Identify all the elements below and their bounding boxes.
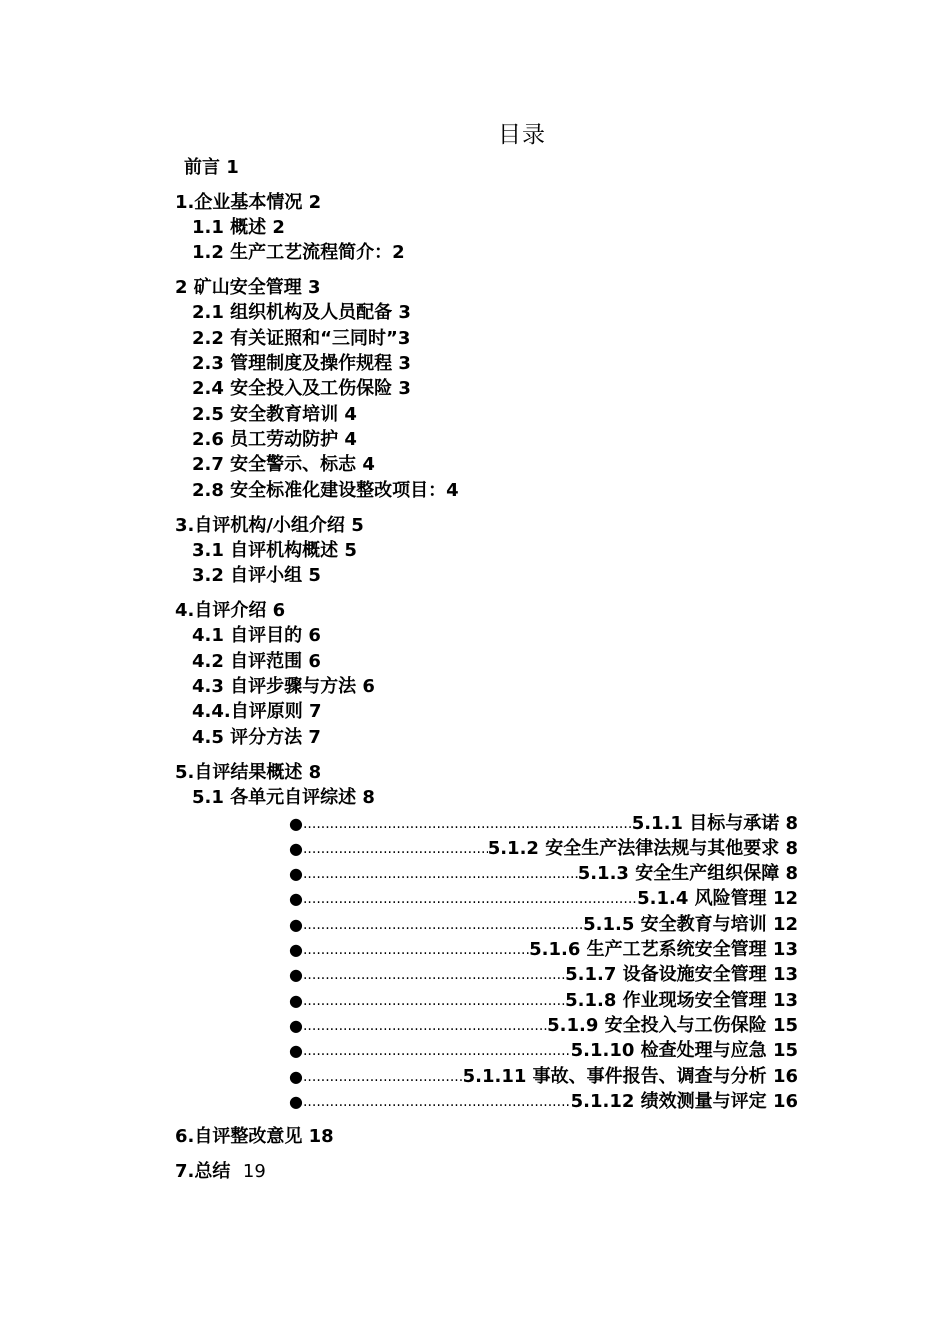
dot-leader <box>303 1066 463 1088</box>
dot-leader <box>303 813 632 835</box>
bullet-icon: ● <box>289 839 303 858</box>
subentry-label: 5.1.3 安全生产组织保障 8 <box>577 863 798 884</box>
dot-leader <box>303 1091 571 1113</box>
subentry-label: 5.1.9 安全投入与工伤保险 15 <box>547 1015 798 1036</box>
toc-entry-2-8[interactable]: 2.8 安全标准化建设整改项目：4 <box>192 480 459 501</box>
dot-leader <box>303 1015 547 1037</box>
toc-entry-1-1[interactable]: 1.1 概述 2 <box>192 217 285 238</box>
dot-leader <box>303 939 529 961</box>
subentry-label: 5.1.6 生产工艺系统安全管理 13 <box>529 939 798 960</box>
toc-entry-1-2[interactable]: 1.2 生产工艺流程简介：2 <box>192 242 405 263</box>
toc-entry-7-page: 19 <box>242 1161 266 1182</box>
toc-subentry-5-1-9[interactable] <box>289 1015 798 1037</box>
bullet-icon: ● <box>289 1092 303 1111</box>
toc-entry-4-5[interactable]: 4.5 评分方法 7 <box>192 727 321 748</box>
subentry-label: 5.1.12 绩效测量与评定 16 <box>570 1091 798 1112</box>
toc-title: 目录 <box>498 122 546 148</box>
bullet-icon: ● <box>289 965 303 984</box>
toc-entry-3-2[interactable]: 3.2 自评小组 5 <box>192 565 321 586</box>
toc-entry-3-1[interactable]: 3.1 自评机构概述 5 <box>192 540 357 561</box>
toc-entry-4-2[interactable]: 4.2 自评范围 6 <box>192 651 321 672</box>
toc-entry-4-3[interactable]: 4.3 自评步骤与方法 6 <box>192 676 375 697</box>
subentry-label: 5.1.2 安全生产法律法规与其他要求 8 <box>487 838 798 859</box>
toc-entry-2-4[interactable]: 2.4 安全投入及工伤保险 3 <box>192 378 411 399</box>
toc-entry-4-4[interactable]: 4.4.自评原则 7 <box>192 701 322 722</box>
bullet-icon: ● <box>289 1067 303 1086</box>
toc-entry-7-label: 7.总结 <box>175 1161 231 1182</box>
toc-subentry-5-1-3[interactable] <box>289 863 798 885</box>
toc-entry-2[interactable]: 2 矿山安全管理 3 <box>175 277 321 298</box>
dot-leader <box>303 863 578 885</box>
toc-subentry-5-1-5[interactable] <box>289 914 798 936</box>
toc-subentry-5-1-1[interactable] <box>289 813 798 835</box>
dot-leader <box>303 1040 571 1062</box>
toc-entry-1[interactable]: 1.企业基本情况 2 <box>175 192 322 213</box>
toc-entry-2-2[interactable]: 2.2 有关证照和“三同时”3 <box>192 328 411 349</box>
dot-leader <box>303 914 583 936</box>
subentry-label: 5.1.10 检查处理与应急 15 <box>570 1040 798 1061</box>
toc-entry-2-6[interactable]: 2.6 员工劳动防护 4 <box>192 429 357 450</box>
toc-entry-4-1[interactable]: 4.1 自评目的 6 <box>192 625 321 646</box>
toc-subentry-5-1-2[interactable] <box>289 838 798 860</box>
dot-leader <box>303 888 637 910</box>
toc-entry-3[interactable]: 3.自评机构/小组介绍 5 <box>175 515 364 536</box>
bullet-icon: ● <box>289 991 303 1010</box>
bullet-icon: ● <box>289 889 303 908</box>
toc-subentry-5-1-8[interactable] <box>289 990 798 1012</box>
toc-subentry-5-1-10[interactable] <box>289 1040 798 1062</box>
dot-leader <box>303 964 565 986</box>
bullet-icon: ● <box>289 1016 303 1035</box>
bullet-icon: ● <box>289 864 303 883</box>
toc-subentry-5-1-4[interactable] <box>289 888 798 910</box>
bullet-icon: ● <box>289 1041 303 1060</box>
dot-leader <box>303 838 488 860</box>
toc-entry-6[interactable]: 6.自评整改意见 18 <box>175 1126 334 1147</box>
toc-entry-4[interactable]: 4.自评介绍 6 <box>175 600 286 621</box>
subentry-label: 5.1.7 设备设施安全管理 13 <box>565 964 798 985</box>
subentry-label: 5.1.4 风险管理 12 <box>637 888 798 909</box>
bullet-icon: ● <box>289 915 303 934</box>
toc-subentry-5-1-11[interactable] <box>289 1066 798 1088</box>
subentry-label: 5.1.8 作业现场安全管理 13 <box>565 990 798 1011</box>
toc-entry-2-1[interactable]: 2.1 组织机构及人员配备 3 <box>192 302 411 323</box>
toc-subentry-5-1-12[interactable] <box>289 1091 798 1113</box>
toc-entry-2-7[interactable]: 2.7 安全警示、标志 4 <box>192 454 375 475</box>
toc-entry-7[interactable] <box>175 1161 266 1183</box>
toc-subentry-5-1-6[interactable] <box>289 939 798 961</box>
toc-subentry-5-1-7[interactable] <box>289 964 798 986</box>
bullet-icon: ● <box>289 940 303 959</box>
subentry-label: 5.1.11 事故、事件报告、调查与分析 16 <box>462 1066 798 1087</box>
dot-leader <box>303 990 565 1012</box>
subentry-label: 5.1.1 目标与承诺 8 <box>631 813 798 834</box>
toc-entry-2-5[interactable]: 2.5 安全教育培训 4 <box>192 404 357 425</box>
bullet-icon: ● <box>289 814 303 833</box>
toc-entry-5[interactable]: 5.自评结果概述 8 <box>175 762 322 783</box>
toc-entry-5-1[interactable]: 5.1 各单元自评综述 8 <box>192 787 375 808</box>
subentry-label: 5.1.5 安全教育与培训 12 <box>583 914 798 935</box>
toc-entry-2-3[interactable]: 2.3 管理制度及操作规程 3 <box>192 353 411 374</box>
toc-entry-preface[interactable]: 前言 1 <box>184 157 239 178</box>
